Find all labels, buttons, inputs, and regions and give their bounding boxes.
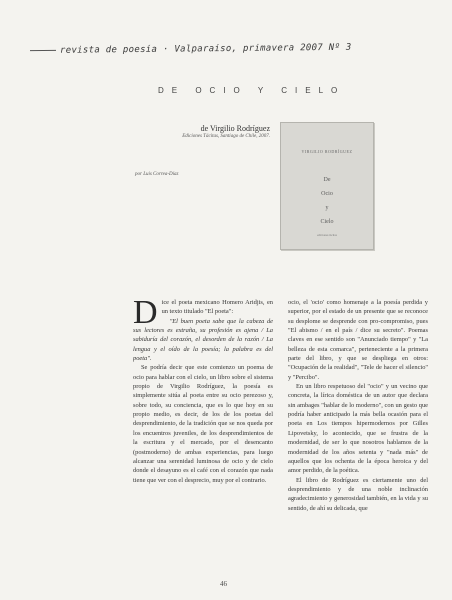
article-column-right: [288, 298, 428, 590]
paragraph: Se podría decir que este comienzo un poema de ocio para hablar con el cielo, un libro sobre el sistema propio de Virgilio Rodríguez, la poesía es simplemente sitúa al poeta entre su ocio perezoso y, sobre todo, su conciencia, que es lo que hoy en su propio medio, es decir, de los de los poetas del desprendimiento, de la tradición que se nos queda por los encuentros juveniles, de los desprendimientos de la escritura y el mercado, por el desencanto (postmoderno) de ambas experiencias, para luego alcanzar una serenidad luminosa de ocio y de cielo donde el desayuno es el café con el corazón que nada tiene que ver con el desprecio, muy por el contrario.: [133, 364, 273, 484]
article-column-left: [133, 298, 273, 590]
review-byline: por Luis Correa-Díaz: [135, 172, 179, 177]
cover-title-line: De: [323, 177, 331, 183]
handwritten-source-note: revista de poesía · Valparaíso, primavera 2007 Nº 3: [30, 42, 430, 56]
drop-cap: D: [133, 298, 158, 331]
cover-author: VIRGILIO RODRÍGUEZ: [301, 149, 353, 154]
paragraph: El libro de Rodríguez es ciertamente uno del desprendimiento y de una noble inclinación agradecimiento y generosidad también, en la vida y su sentido, de ahí su delicada, que: [288, 476, 428, 512]
quoted-passage: "El buen poeta sabe que la cabeza de sus lectores es extraña, su profesión es ajena / La sabiduría del corazón, el desorden de la razón / La lengua y el oído de la poesía; la palabra es del poeta".: [133, 317, 273, 363]
cover-publisher: ediciones tácitas: [317, 233, 337, 237]
book-title: de Virgilio Rodríguez: [200, 124, 270, 133]
book-info: [150, 124, 270, 139]
cover-title-line: Ocio: [321, 191, 333, 197]
section-heading: DE OCIO Y CIELO: [158, 86, 346, 95]
book-cover-image: [280, 122, 374, 250]
cover-title-line: Cielo: [320, 219, 334, 225]
cover-title-line: y: [325, 205, 329, 211]
page-number: 46: [220, 580, 227, 588]
paragraph: ocio, el 'ocio' como homenaje a la poesía perdida y superior, por el estado de un presente que se reconoce su desplome se desprende con pro-compromiso, pues "El abismo / en el país / dice su secreto". Poemas claves en ese sentido son "Anunciado tiempo" y "La belleza de esta comarca", perteneciente a la primera parte del libro, y que se despliega en otros: "Ocupación de la realidad", "Tele de hacer el silencio" y "Percibo".: [288, 299, 428, 381]
paragraph: Dice el poeta mexicano Homero Aridjis, en un texto titulado "El poeta":: [133, 298, 273, 331]
paragraph: En un libro respetuoso del "ocio" y un vecino que concreta, la lírica doméstica de un autor que declara sin ambages "hablar de lo moderno", con un gesto que podría haber anticipado la más bella ocasión para el poeta en Los tiempos hipermodernos por Gilles Lipovetsky, lo acontecido, que se frustra de la modernidad, de ser lo que nosotros hablamos de la modernidad de los años setenta y "nada más" de aquellos que los ochenta de la época heroica y del amor perdido, de la poética.: [288, 383, 428, 475]
ink-dash-mark: [30, 50, 56, 51]
book-publisher: Ediciones Tácitas, Santiago de Chile, 2007.: [182, 134, 270, 139]
cover-title: [297, 173, 357, 229]
